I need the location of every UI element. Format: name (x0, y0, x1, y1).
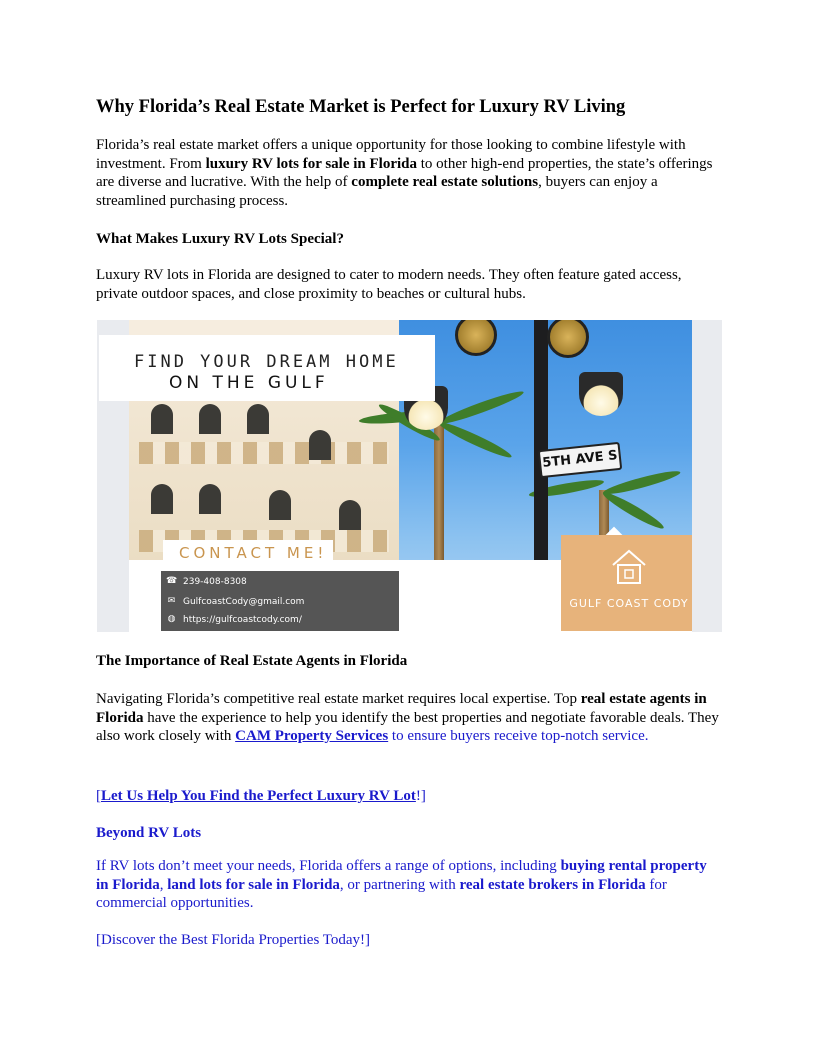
section3-heading: Beyond RV Lots (96, 825, 202, 841)
section3-text-2: , (159, 876, 168, 893)
street-sign: 5TH AVE S (538, 442, 622, 478)
section2-bold-1: real estate agents in Florida (96, 691, 707, 726)
section1-body: Luxury RV lots in Florida are designed to cater to modern needs. They often feature gated access, private outdoor spaces, and close proximity to beaches or cultural hubs. (96, 267, 682, 302)
section3-text-3: , or partnering with (339, 876, 460, 893)
section2-text-1: Navigating Florida’s competitive real estate market requires local expertise. Top (96, 691, 581, 707)
intro-paragraph (96, 136, 720, 210)
section3-text-1: If RV lots don’t meet your needs, Florida offers a range of options, including (96, 858, 561, 874)
contact-me-label: CONTACT ME! (179, 544, 328, 562)
phone-icon: ☎ (166, 576, 178, 586)
cam-property-services-link[interactable]: CAM Property Services (235, 728, 389, 744)
headline-line-2: ON THE GULF (169, 373, 329, 393)
logo-text: GULF COAST CODY (569, 597, 689, 610)
section1-heading: What Makes Luxury RV Lots Special? (96, 231, 344, 247)
headline-line-1: FIND YOUR DREAM HOME (134, 352, 399, 372)
cta1-close: !] (415, 788, 426, 804)
street-lamp-right (579, 372, 623, 416)
section2-text-3: to ensure buyers receive top-notch service. (388, 728, 649, 744)
page-title: Why Florida’s Real Estate Market is Perfect for Luxury RV Living (96, 97, 626, 117)
section3-bold-1: buying rental property in Florida (96, 858, 707, 893)
cta2-paragraph: [Discover the Best Florida Properties Today!] (96, 932, 371, 948)
house-logo-icon (611, 547, 647, 587)
section2-paragraph (96, 690, 720, 746)
intro-text-1: Florida’s real estate market offers a unique opportunity for those looking to combine lifestyle with investment. From (96, 137, 686, 172)
cta1-paragraph (96, 787, 720, 806)
section2-heading: The Importance of Real Estate Agents in Florida (96, 653, 408, 669)
section3-paragraph (96, 857, 720, 913)
intro-bold-1: luxury RV lots for sale in Florida (205, 155, 418, 172)
contact-phone: ☎ 239-408-8308 (166, 576, 247, 587)
intro-bold-2: complete real estate solutions (351, 174, 539, 190)
section3-bold-2: land lots for sale in Florida (167, 876, 340, 893)
globe-icon: ◍ (167, 614, 176, 624)
contact-email: ✉ GulfcoastCody@gmail.com (167, 596, 305, 607)
promo-banner-image (97, 320, 722, 632)
intro-text-2: to other high-end properties, the state’s offerings are diverse and lucrative. With the help of (96, 155, 713, 190)
section3-text-4: for commercial opportunities. (96, 876, 667, 911)
contact-website: ◍ https://gulfcoastcody.com/ (167, 614, 302, 625)
contact-info-box (161, 571, 399, 631)
section2-text-2: have the experience to help you identify the best properties and negotiate favorable deals. They also work closely with (96, 709, 719, 744)
find-rv-lot-link[interactable]: Let Us Help You Find the Perfect Luxury RV Lot (101, 788, 416, 804)
section3-bold-3: real estate brokers in Florida (459, 876, 646, 893)
intro-text-3: , buyers can enjoy a streamlined purchasing process. (96, 174, 658, 209)
email-icon: ✉ (167, 596, 176, 606)
gulf-coast-cody-logo (561, 535, 692, 631)
cta1-open: [ (96, 788, 101, 804)
